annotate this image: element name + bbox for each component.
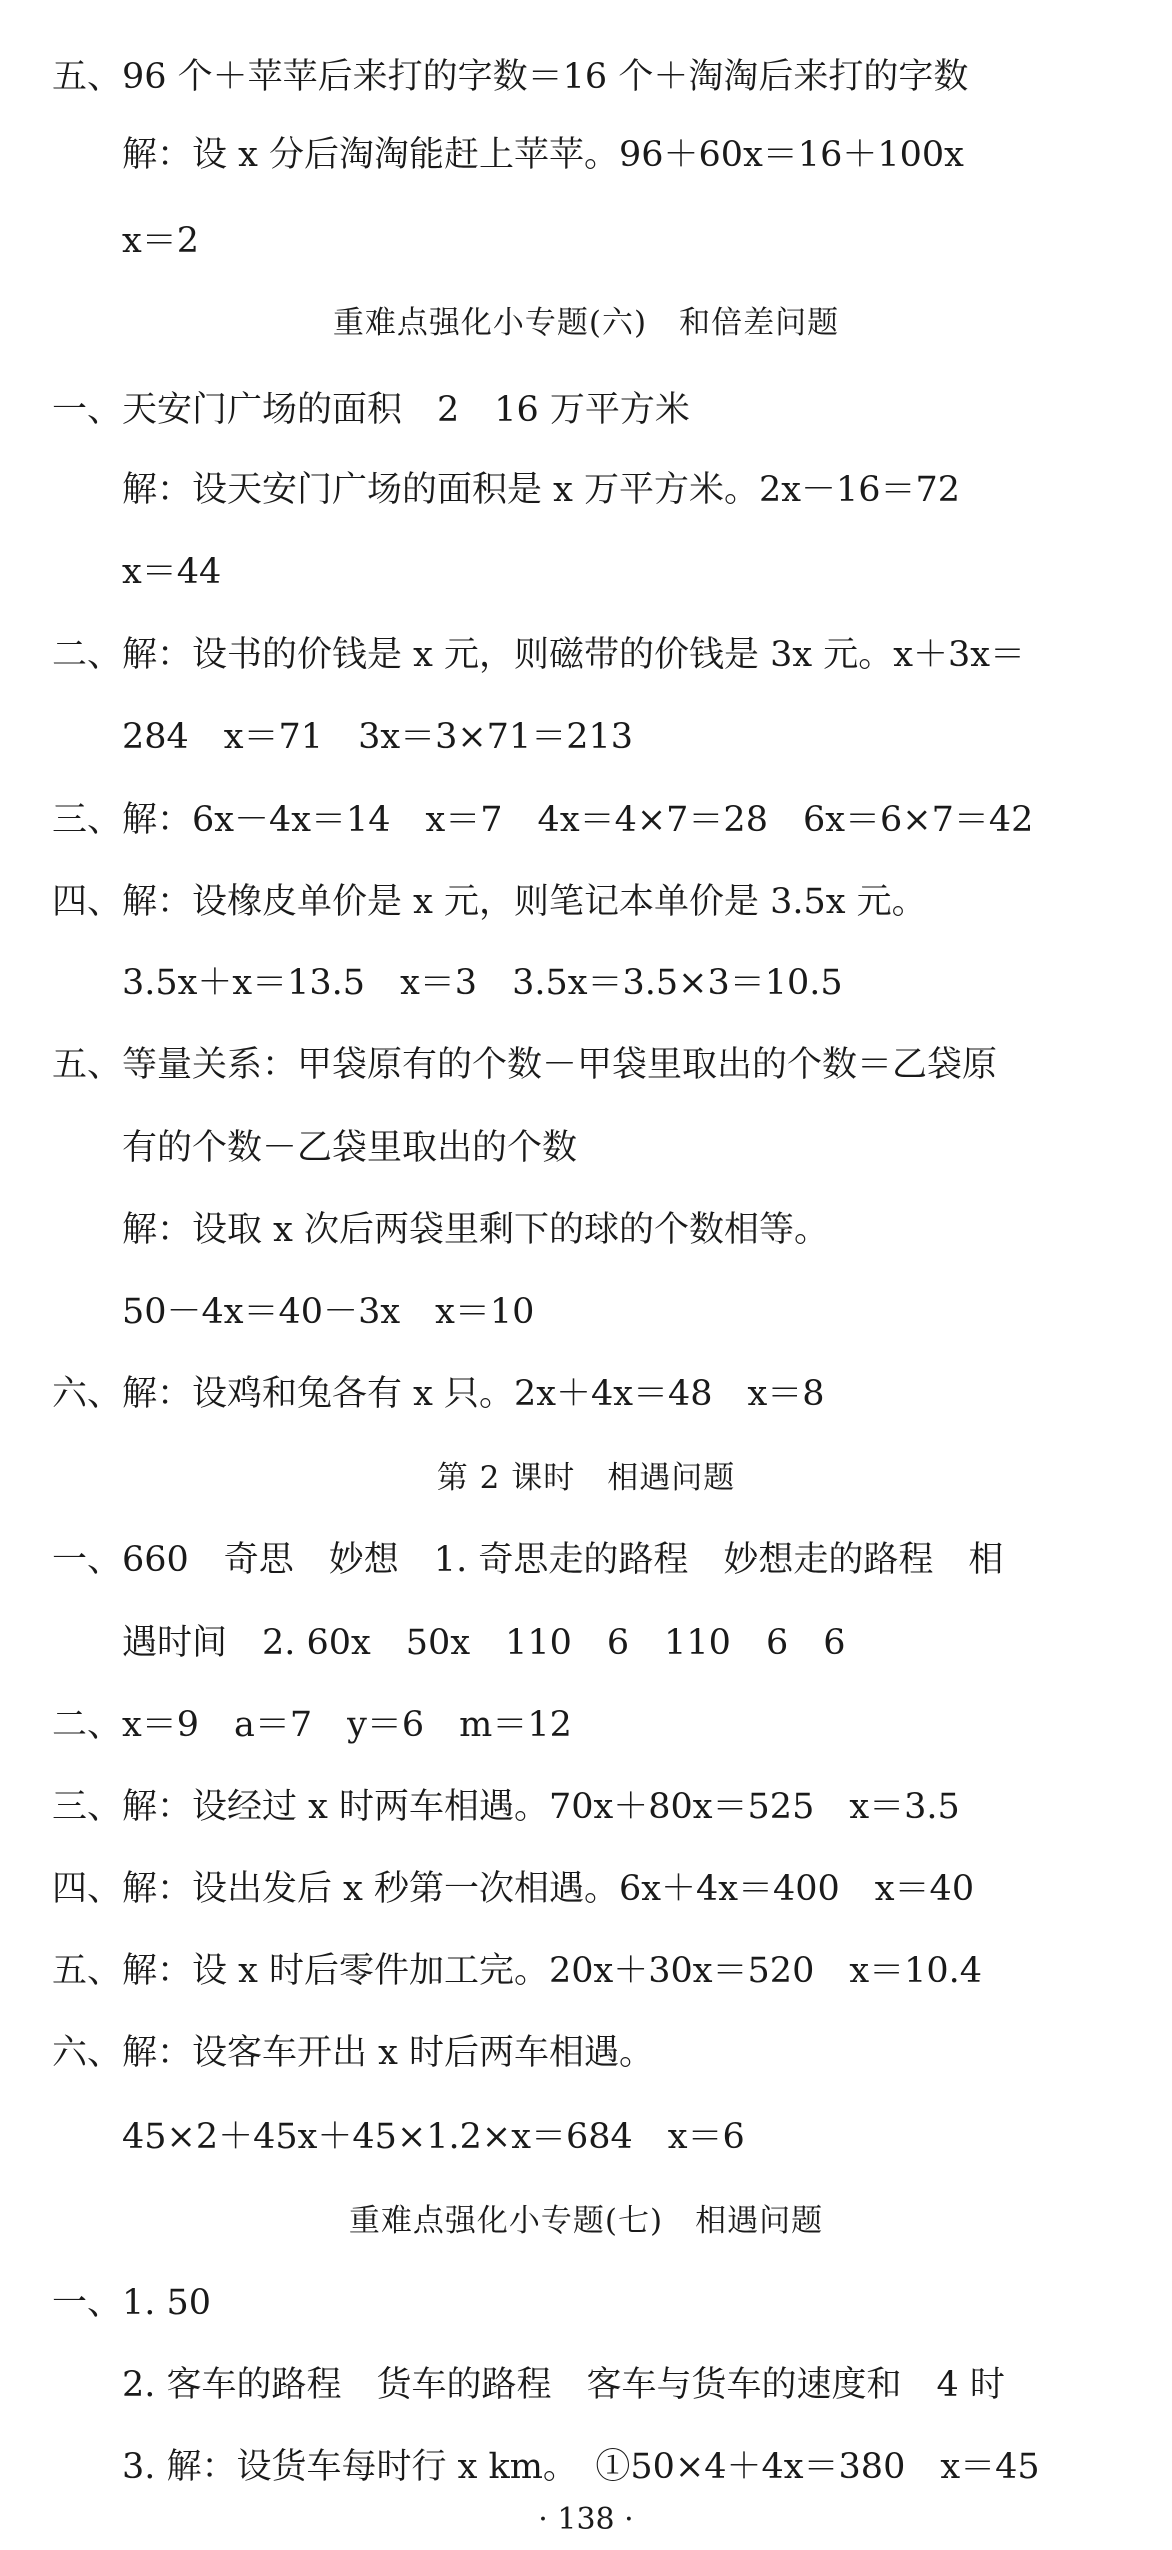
text-line: 3.5x＋x＝13.5 x＝3 3.5x＝3.5×3＝10.5 [122, 963, 843, 1003]
text-line: 解：设取 x 次后两袋里剩下的球的个数相等。 [122, 1210, 829, 1250]
text-line: 3. 解：设货车每时行 x km。 ①50×4＋4x＝380 x＝45 [122, 2447, 1040, 2487]
text-line: 四、解：设出发后 x 秒第一次相遇。6x＋4x＝400 x＝40 [52, 1869, 975, 1909]
text-line: 解：设 x 分后淘淘能赶上苹苹。96＋60x＝16＋100x [122, 135, 964, 175]
text-line: 解：设天安门广场的面积是 x 万平方米。2x－16＝72 [122, 470, 961, 510]
text-line: 三、解：6x－4x＝14 x＝7 4x＝4×7＝28 6x＝6×7＝42 [52, 800, 1034, 840]
text-line: 四、解：设橡皮单价是 x 元，则笔记本单价是 3.5x 元。 [52, 882, 927, 922]
text-line: 45×2＋45x＋45×1.2×x＝684 x＝6 [122, 2117, 745, 2157]
section-heading: 第 2 课时 相遇问题 [436, 1460, 736, 1496]
text-line: x＝44 [122, 552, 222, 592]
text-line: 三、解：设经过 x 时两车相遇。70x＋80x＝525 x＝3.5 [52, 1787, 960, 1827]
text-line: 一、1. 50 [52, 2283, 212, 2323]
section-heading: 重难点强化小专题(七) 相遇问题 [348, 2203, 824, 2239]
text-line: 五、96 个＋苹苹后来打的字数＝16 个＋淘淘后来打的字数 [52, 57, 969, 97]
text-line: 五、等量关系：甲袋原有的个数－甲袋里取出的个数＝乙袋原 [52, 1045, 998, 1085]
text-line: 六、解：设客车开出 x 时后两车相遇。 [52, 2033, 654, 2073]
text-line: 2. 客车的路程 货车的路程 客车与货车的速度和 4 时 [122, 2365, 1005, 2405]
text-line: 二、x＝9 a＝7 y＝6 m＝12 [52, 1705, 572, 1745]
page-number: · 138 · [538, 2502, 634, 2537]
text-line: 一、天安门广场的面积 2 16 万平方米 [52, 390, 690, 430]
section-heading: 重难点强化小专题(六) 和倍差问题 [332, 305, 840, 341]
text-line: 六、解：设鸡和兔各有 x 只。2x＋4x＝48 x＝8 [52, 1374, 825, 1414]
text-line: 二、解：设书的价钱是 x 元，则磁带的价钱是 3x 元。x＋3x＝ [52, 635, 1025, 675]
text-line: 一、660 奇思 妙想 1. 奇思走的路程 妙想走的路程 相 [52, 1540, 1004, 1580]
text-line: 有的个数－乙袋里取出的个数 [122, 1128, 578, 1168]
text-line: 遇时间 2. 60x 50x 110 6 110 6 6 [122, 1623, 846, 1663]
text-line: x＝2 [122, 221, 200, 261]
text-line: 284 x＝71 3x＝3×71＝213 [122, 717, 634, 757]
text-line: 五、解：设 x 时后零件加工完。20x＋30x＝520 x＝10.4 [52, 1951, 983, 1991]
text-line: 50－4x＝40－3x x＝10 [122, 1292, 535, 1332]
